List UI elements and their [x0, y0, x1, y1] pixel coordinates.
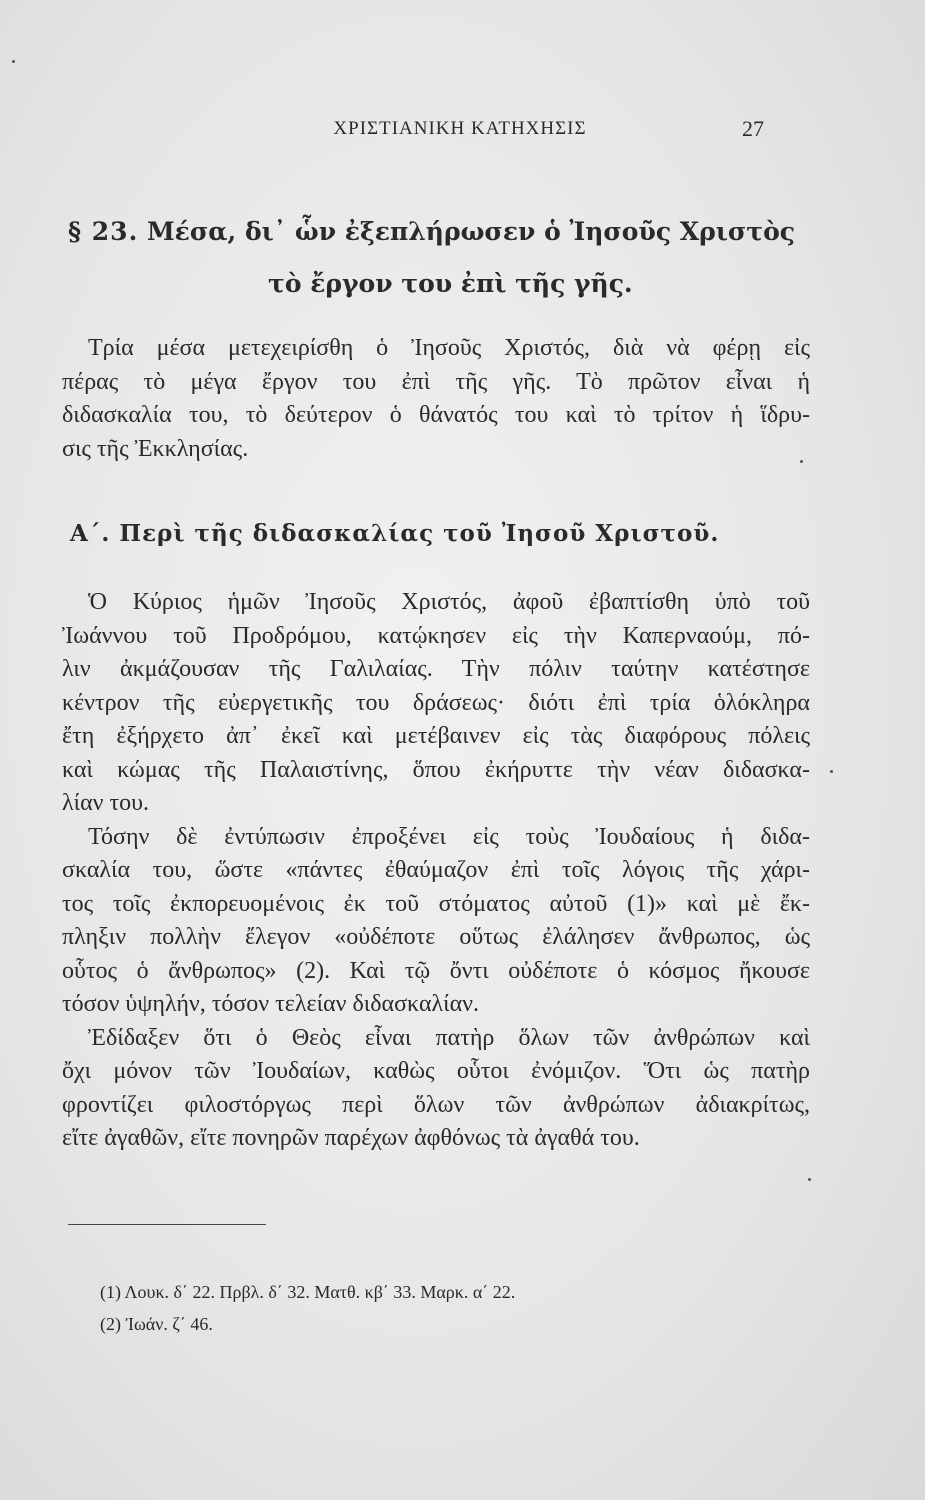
text-line: ἔτη ἐξήρχετο ἀπ᾽ ἐκεῖ καὶ μετέβαινεν εἰς τὰς διαφόρους πόλεις [62, 723, 810, 749]
paper-speck [12, 60, 15, 63]
text-line: σκαλία του, ὥστε «πάντες ἐθαύμαζον ἐπὶ τοῖς λόγοις τῆς χάρι- [62, 857, 810, 883]
text-line: οὗτος ὁ ἄνθρωπος» (2). Καὶ τῷ ὄντι οὐδέποτε ὁ κόσμος ἤκουσε [62, 957, 810, 984]
text-line: πέρας τὸ μέγα ἔργον του ἐπὶ τῆς γῆς. Τὸ πρῶτον εἶναι ἡ [62, 368, 810, 395]
section-number: § 23. [68, 217, 139, 246]
paper-speck [800, 460, 803, 463]
text-line: φροντίζει φιλοστόργως περὶ ὅλων τῶν ἀνθρώπων ἀδιακρίτως, [62, 1091, 810, 1118]
section-title-line2: τὸ ἔργον του ἐπὶ τῆς γῆς. [268, 269, 633, 298]
text-line: πληξιν πολλὴν ἔλεγον «οὐδέποτε οὕτως ἐλάλησεν ἄνθρωπος, ὡς [62, 924, 810, 950]
text-line: εἴτε ἀγαθῶν, εἴτε πονηρῶν παρέχων ἀφθόνως τὰ ἀγαθά του. [62, 1125, 640, 1151]
text-line: Ὁ Κύριος ἡμῶν Ἰησοῦς Χριστός, ἀφοῦ ἐβαπτίσθη ὑπὸ τοῦ [88, 589, 810, 615]
text-line: λιν ἀκμάζουσαν τῆς Γαλιλαίας. Τὴν πόλιν ταύτην κατέστησε [62, 656, 810, 682]
paper-speck [830, 770, 833, 773]
text-line: ὄχι μόνον τῶν Ἰουδαίων, καθὼς οὗτοι ἐνόμιζον. Ὅτι ὡς πατὴρ [62, 1058, 810, 1084]
intro-paragraph [62, 332, 810, 466]
text-line: διδασκαλία του, τὸ δεύτερον ὁ θάνατός του καὶ τὸ τρίτον ἡ ἵδρυ- [62, 402, 810, 428]
paper-speck [808, 1178, 811, 1181]
text-line: Τρία μέσα μετεχειρίσθη ὁ Ἰησοῦς Χριστός, διὰ νὰ φέρῃ εἰς [88, 335, 810, 361]
text-line: τόσον ὑψηλήν, τόσον τελείαν διδασκαλίαν. [62, 991, 480, 1017]
text-line: Ἰωάννου τοῦ Προδρόμου, κατῴκησεν εἰς τὴν Καπερναούμ, πό- [62, 622, 810, 649]
main-text [62, 586, 810, 1156]
subsection-heading: Α΄. Περὶ τῆς διδασκαλίας τοῦ Ἰησοῦ Χριστοῦ. [70, 520, 720, 547]
section-heading [68, 206, 848, 310]
footnotes [100, 1276, 800, 1340]
text-line: κέντρον τῆς εὐεργετικῆς του δράσεως· διότι ἐπὶ τρία ὁλόκληρα [62, 689, 810, 716]
text-line: καὶ κώμας τῆς Παλαιστίνης, ὅπου ἐκήρυττε τὴν νέαν διδασκα- [62, 756, 810, 783]
page-number: 27 [742, 116, 764, 141]
footnote-divider [68, 1224, 266, 1225]
text-line: λίαν του. [62, 790, 150, 816]
text-line: Τόσην δὲ ἐντύπωσιν ἐπροξένει εἰς τοὺς Ἰουδαίους ἡ διδα- [88, 823, 810, 850]
text-line: σις τῆς Ἐκκλησίας. [62, 435, 249, 462]
footnote: (1) Λουκ. δ΄ 22. Πρβλ. δ΄ 32. Ματθ. κβ΄ 33. Μαρκ. α΄ 22. [100, 1282, 516, 1302]
text-line: Ἐδίδαξεν ὅτι ὁ Θεὸς εἶναι πατὴρ ὅλων τῶν ἀνθρώπων καὶ [88, 1024, 810, 1051]
text-line: τος τοῖς ἐκπορευομένοις ἐκ τοῦ στόματος αὐτοῦ (1)» καὶ μὲ ἔκ- [62, 890, 810, 917]
footnote: (2) Ἰωάν. ζ΄ 46. [100, 1314, 213, 1334]
section-title-line1: Μέσα, δι᾽ ὧν ἐξεπλήρωσεν ὁ Ἰησοῦς Χριστὸς [147, 217, 796, 246]
running-head: ΧΡΙΣΤΙΑΝΙΚΗ ΚΑΤΗΧΗΣΙΣ [333, 118, 587, 139]
